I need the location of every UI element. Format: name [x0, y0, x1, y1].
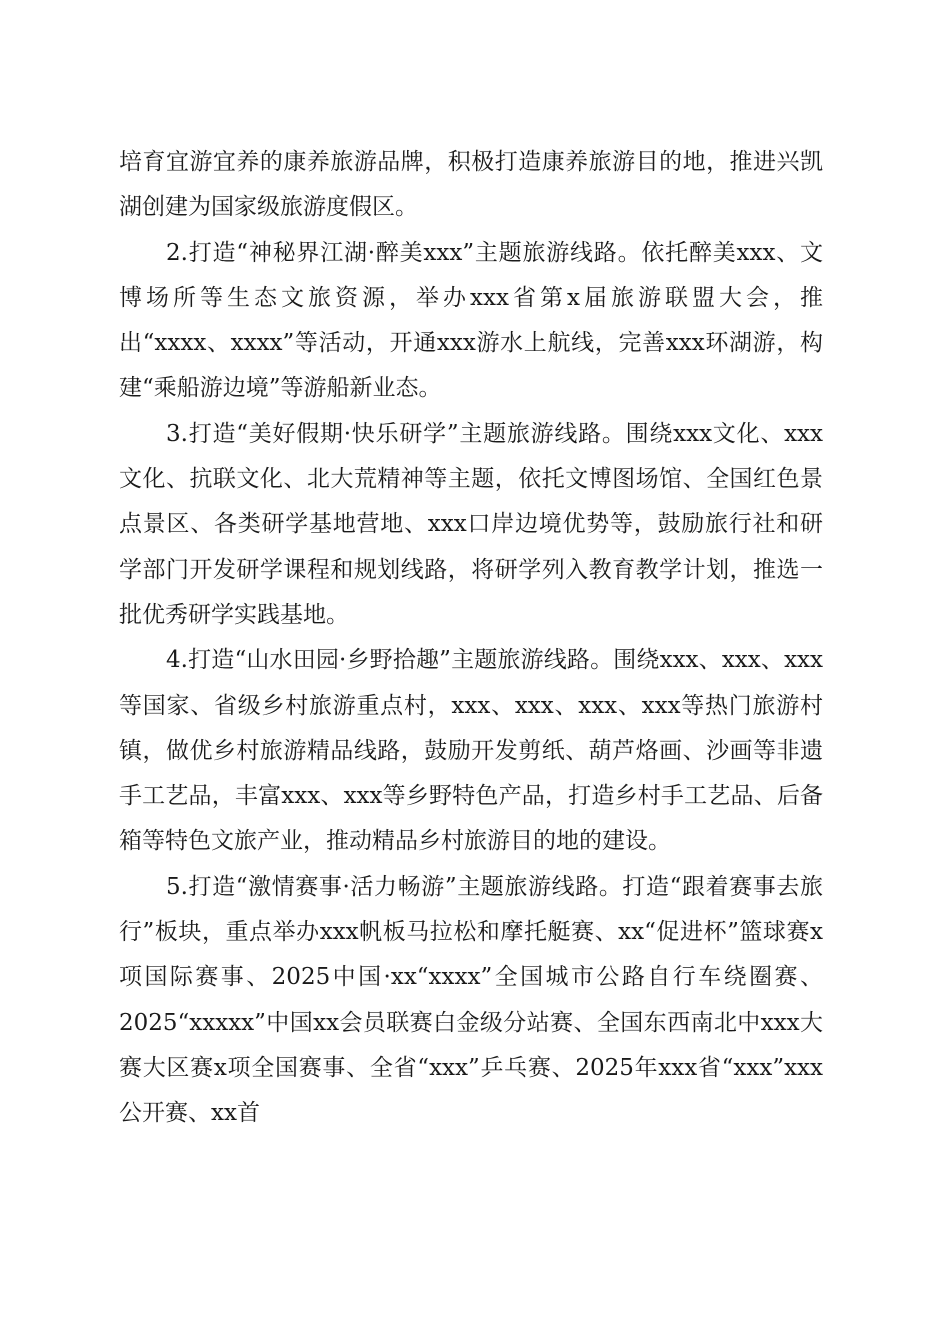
- paragraph-item-2: 2.打造“神秘界江湖·醉美xxx”主题旅游线路。依托醉美xxx、文博场所等生态文旅资源，举办xxx省第x届旅游联盟大会，推出“xxxx、xxxx”等活动，开通xxx游水上航线，完善xxx环湖游，构建“乘船游边境”等游船新业态。: [119, 239, 823, 402]
- paragraph-item-4: 4.打造“山水田园·乡野拾趣”主题旅游线路。围绕xxx、xxx、xxx等国家、省级乡村旅游重点村，xxx、xxx、xxx、xxx等热门旅游村镇，做优乡村旅游精品线路，鼓励开发剪纸、葫芦烙画、沙画等非遗手工艺品，丰富xxx、xxx等乡野特色产品，打造乡村手工艺品、后备箱等特色文旅产业，推动精品乡村旅游目的地的建设。: [119, 647, 823, 855]
- paragraph-item-3: 3.打造“美好假期·快乐研学”主题旅游线路。围绕xxx文化、xxx文化、抗联文化、北大荒精神等主题，依托文博图场馆、全国红色景点景区、各类研学基地营地、xxx口岸边境优势等，鼓励旅行社和研学部门开发研学课程和规划线路，将研学列入教育教学计划，推选一批优秀研学实践基地。: [119, 420, 823, 628]
- document-body: [119, 140, 823, 1137]
- paragraph-continuation: 培育宜游宜养的康养旅游品牌，积极打造康养旅游目的地，推进兴凯湖创建为国家级旅游度假区。: [119, 149, 823, 221]
- paragraph-item-5: 5.打造“激情赛事·活力畅游”主题旅游线路。打造“跟着赛事去旅行”板块，重点举办xxx帆板马拉松和摩托艇赛、xx“促进杯”篮球赛x项国际赛事、2025中国·xx“xxxx”全国城市公路自行车绕圈赛、2025“xxxxx”中国xx会员联赛白金级分站赛、全国东西南北中xxx大赛大区赛x项全国赛事、全省“xxx”乒乓赛、2025年xxx省“xxx”xxx公开赛、xx首: [119, 873, 823, 1127]
